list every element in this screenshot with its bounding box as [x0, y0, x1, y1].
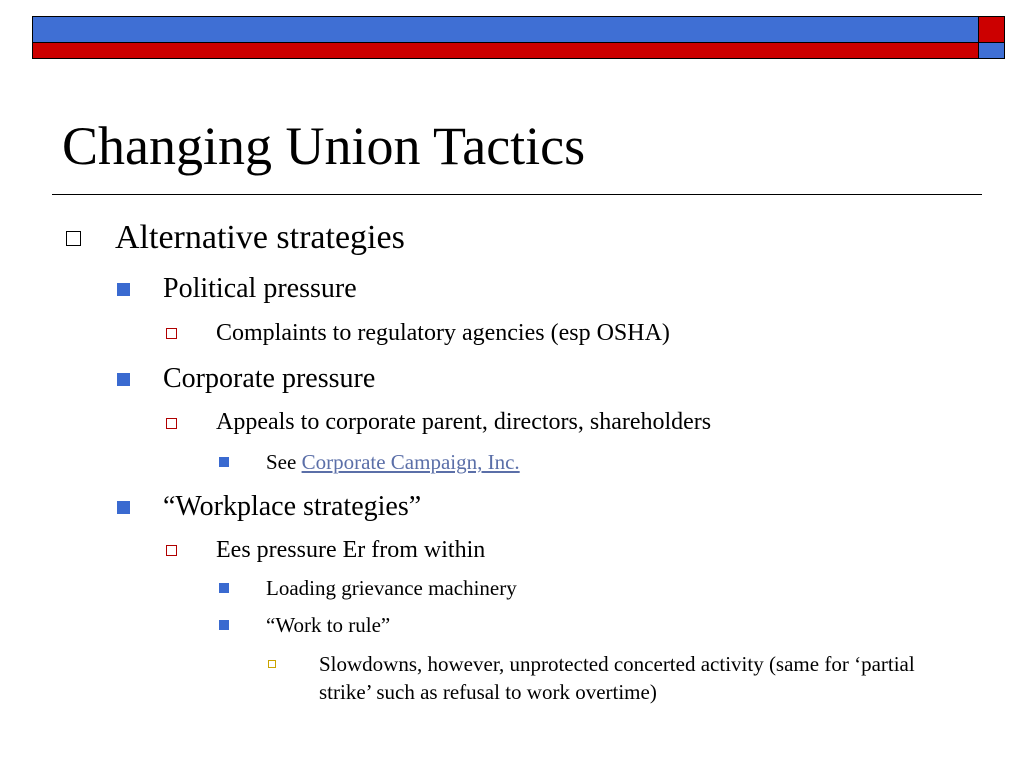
bullet-complaints-regulatory: Complaints to regulatory agencies (esp OSHA) [216, 320, 670, 346]
bullet-see-link [266, 449, 520, 475]
hollow-square-red-icon [166, 418, 177, 429]
header-square-blue [978, 42, 1005, 59]
bullet-appeals-corporate: Appeals to corporate parent, directors, shareholders [216, 409, 712, 435]
header-square-red [978, 16, 1005, 43]
bullet-workplace-strategies: “Workplace strategies” [163, 491, 422, 522]
solid-square-icon [117, 501, 130, 514]
hollow-square-icon [66, 231, 81, 246]
see-prefix: See [266, 450, 297, 474]
header-bar-blue [32, 16, 979, 43]
bullet-ees-pressure: Ees pressure Er from within [216, 537, 486, 563]
hollow-square-red-icon [166, 328, 177, 339]
bullet-political-pressure: Political pressure [163, 273, 357, 304]
solid-square-icon [219, 457, 229, 467]
solid-square-icon [219, 583, 229, 593]
bullet-loading-grievance: Loading grievance machinery [266, 576, 517, 600]
hollow-square-red-icon [166, 545, 177, 556]
hollow-square-yellow-icon [268, 660, 276, 668]
bullet-alternative-strategies: Alternative strategies [115, 219, 405, 256]
bullet-corporate-pressure: Corporate pressure [163, 363, 376, 394]
corporate-campaign-link[interactable]: Corporate Campaign, Inc. [301, 450, 520, 474]
bullet-slowdowns: Slowdowns, however, unprotected concerted activity (same for ‘partial strike’ such as refusal to work overtime) [319, 652, 915, 704]
slide-title: Changing Union Tactics [62, 116, 586, 176]
solid-square-icon [219, 620, 229, 630]
solid-square-icon [117, 373, 130, 386]
bullet-work-to-rule: “Work to rule” [266, 613, 391, 637]
title-divider [52, 194, 982, 195]
header-bar-red [32, 42, 979, 59]
solid-square-icon [117, 283, 130, 296]
